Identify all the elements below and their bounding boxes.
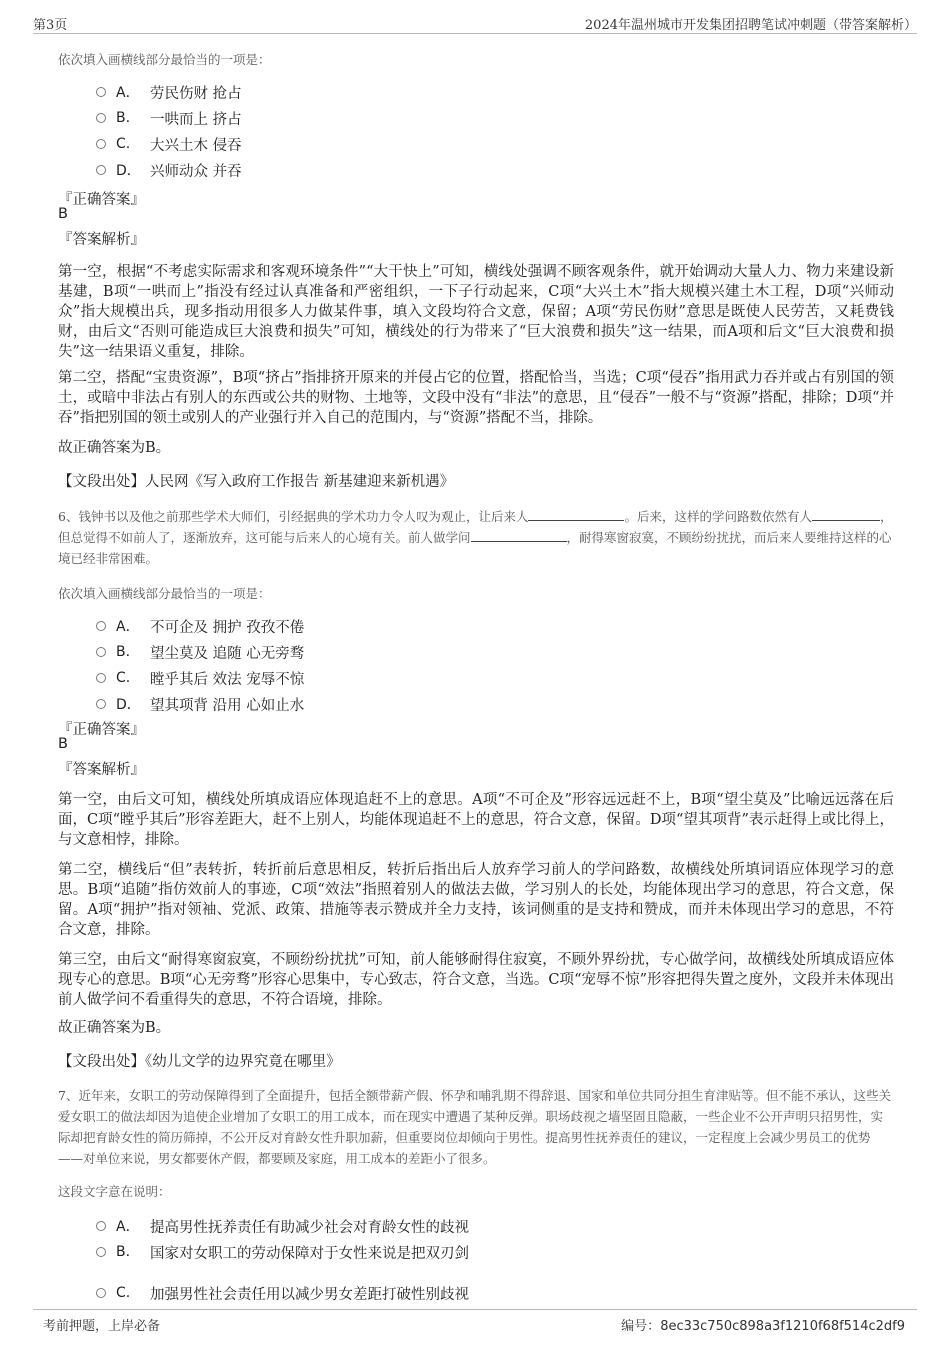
q6-option-a[interactable]: A． 不可企及 拥护 孜孜不倦 <box>96 614 304 638</box>
blank-2 <box>812 507 880 521</box>
option-text: 提高男性抚养责任有助减少社会对育龄女性的歧视 <box>150 1219 469 1236</box>
q6-answer-label: 『正确答案』 <box>58 722 145 738</box>
q6-option-c[interactable]: C. 瞠乎其后 效法 宠辱不惊 <box>96 666 304 690</box>
option-text: 兴师动众 并吞 <box>150 163 242 180</box>
document-title: 2024年温州城市开发集团招聘笔试冲刺题（带答案解析） <box>584 18 917 33</box>
q6-analysis-paragraph-2: 第二空，横线后“但”表转折，转折前后意思相反，转折后指出后人放弃学习前人的学问路数，故横线处所填词语应体现学习的意思。B项“追随”指仿效前人的事迹，C项“效法”指照着别人的做法去做，学习别人的长处，均能体现出学习的意思，符合文意，保留。A项“拥护”指对领袖、党派、政策、措施等表示赞成并全力支持，该词侧重的是支持和赞成，而并未体现出学习的意思，不符合文意，排除。 <box>58 862 894 938</box>
q5-option-d[interactable]: D． 兴师动众 并吞 <box>96 158 242 182</box>
q5-answer: B <box>58 206 68 222</box>
q6-question: 6、钱钟书以及他之前那些学术大师们，引经据典的学术功力令人叹为观止，让后来人 。后来，这样的学问路数依然有人 ，但总觉得不如前人了，逐渐放弃，这可能与后来人的心境有关。前人做学问 ，耐得寒窗寂寞，不顾纷纷扰扰，而后来人要维持这样的心境已经非常困难。 <box>58 509 893 566</box>
radio-icon[interactable] <box>96 621 106 631</box>
q5-prompt: 依次填入画横线部分最恰当的一项是： <box>58 52 271 67</box>
option-text: 劳民伤财 抢占 <box>150 85 242 102</box>
q6-source: 【文段出处】《幼儿文学的边界究竟在哪里》 <box>58 1054 341 1070</box>
footer-slogan: 考前押题，上岸必备 <box>43 1319 161 1334</box>
radio-icon[interactable] <box>96 1221 106 1231</box>
q5-option-a[interactable]: A． 劳民伤财 抢占 <box>96 80 242 104</box>
radio-icon[interactable] <box>96 699 106 709</box>
q5-conclusion: 故正确答案为B。 <box>58 440 171 456</box>
q5-answer-label: 『正确答案』 <box>58 192 145 208</box>
q5-option-b[interactable]: B. 一哄而上 挤占 <box>96 106 242 130</box>
option-text: 瞠乎其后 效法 宠辱不惊 <box>150 671 305 688</box>
q5-analysis-paragraph-1: 第一空，根据“不考虑实际需求和客观环境条件”“大干快上”可知，横线处强调不顾客观条件，就开始调动大量人力、物力来建设新基建，B项“一哄而上”指没有经过认真准备和严密组织，一下子行动起来，C项“大兴土木”指大规模兴建土木工程，D项“兴师动众”指大规模出兵，现多指动用很多人力做某件事，填入文段均符合文意，保留；A项“劳民伤财”意思是既使人民劳苦，又耗费钱财，由后文“否则可能造成巨大浪费和损失”可知，横线处的行为带来了“巨大浪费和损失”这一结果，而A项和后文“巨大浪费和损失”这一结果语义重复，排除。 <box>58 264 894 360</box>
q7-question: 7、近年来，女职工的劳动保障得到了全面提升，包括全额带薪产假、怀孕和哺乳期不得辞退、国家和单位共同分担生育津贴等。但不能不承认，这些关爱女职工的做法却因为追使企业增加了女职工的用工成本，而在现实中遭遇了某种反弹。职场歧视之墙坚固且隐蔽，一些企业不公开声明只招男性，实际却把育龄女性的简历筛掉，不公开反对育龄女性升职加薪，但重要岗位却倾向于男性。提高男性抚养责任的建议，一定程度上会减少男员工的优势——对单位来说，男女都要休产假，都要顾及家庭，用工成本的差距小了很多。 <box>58 1088 891 1166</box>
option-text: 大兴土木 侵吞 <box>150 137 242 154</box>
radio-icon[interactable] <box>96 673 106 683</box>
q5-source: 【文段出处】人民网《写入政府工作报告 新基建迎来新机遇》 <box>58 474 455 490</box>
blank-3 <box>471 528 567 542</box>
radio-icon[interactable] <box>96 113 106 123</box>
radio-icon[interactable] <box>96 1247 106 1257</box>
option-text: 一哄而上 挤占 <box>150 111 242 128</box>
q6-answer: B <box>58 736 68 752</box>
option-text: 望尘莫及 追随 心无旁骛 <box>150 645 305 662</box>
q6-analysis-paragraph-1: 第一空，由后文可知，横线处所填成语应体现追赶不上的意思。A项“不可企及”形容远远赶不上，B项“望尘莫及”比喻远远落在后面，C项“瞠乎其后”形容差距大，赶不上别人，均能体现追赶不上的意思，符合文意，保留。D项“望其项背”表示赶得上或比得上，与文意相悖，排除。 <box>58 792 894 848</box>
option-text: 国家对女职工的劳动保障对于女性来说是把双刃剑 <box>150 1245 469 1262</box>
q5-option-c[interactable]: C. 大兴土木 侵吞 <box>96 132 242 156</box>
q6-analysis-label: 『答案解析』 <box>58 762 145 778</box>
radio-icon[interactable] <box>96 1288 106 1298</box>
page-number: 第3页 <box>33 18 68 33</box>
q6-conclusion: 故正确答案为B。 <box>58 1020 171 1036</box>
q5-analysis-paragraph-2: 第二空，搭配“宝贵资源”，B项“挤占”指排挤开原来的并侵占它的位置，搭配恰当，当选；C项“侵吞”指用武力吞并或占有别国的领土，或暗中非法占有别人的东西或公共的财物、土地等，文段中没有“非法”的意思，且“侵吞”一般不与“资源”搭配，排除；D项“并吞”指把别国的领土或别人的产业强行并入自己的范围内，与“资源”搭配不当，排除。 <box>58 370 894 426</box>
option-text: 不可企及 拥护 孜孜不倦 <box>150 619 305 636</box>
option-text: 望其项背 沿用 心如止水 <box>150 697 305 714</box>
radio-icon[interactable] <box>96 139 106 149</box>
document-id: 编号：8ec33c750c898a3f1210f68f514c2df9 <box>621 1319 905 1334</box>
header-divider <box>33 33 917 34</box>
page-header <box>0 0 950 36</box>
blank-1 <box>528 507 624 521</box>
page-footer <box>0 1305 950 1345</box>
radio-icon[interactable] <box>96 87 106 97</box>
q7-option-c[interactable]: C. 加强男性社会责任用以减少男女差距打破性别歧视 <box>96 1281 469 1305</box>
q6-option-b[interactable]: B. 望尘莫及 追随 心无旁骛 <box>96 640 304 664</box>
q7-prompt: 这段文字意在说明： <box>58 1184 171 1199</box>
q5-analysis-label: 『答案解析』 <box>58 232 145 248</box>
option-text: 加强男性社会责任用以减少男女差距打破性别歧视 <box>150 1286 469 1303</box>
q7-option-b[interactable]: B. 国家对女职工的劳动保障对于女性来说是把双刃剑 <box>96 1240 469 1264</box>
q6-option-d[interactable]: D． 望其项背 沿用 心如止水 <box>96 692 304 716</box>
q6-prompt: 依次填入画横线部分最恰当的一项是： <box>58 586 271 601</box>
radio-icon[interactable] <box>96 165 106 175</box>
q6-analysis-paragraph-3: 第三空，由后文“耐得寒窗寂寞，不顾纷纷扰扰”可知，前人能够耐得住寂寞，不顾外界纷扰，专心做学问，故横线处所填成语应体现专心的意思。B项“心无旁骛”形容心思集中，专心致志，符合文意，当选。C项“宠辱不惊”形容把得失置之度外，文段并未体现出前人做学问不看重得失的意思，不符合语境，排除。 <box>58 952 894 1008</box>
q7-option-a[interactable]: A． 提高男性抚养责任有助减少社会对育龄女性的歧视 <box>96 1214 469 1238</box>
radio-icon[interactable] <box>96 647 106 657</box>
footer-divider <box>33 1309 917 1310</box>
